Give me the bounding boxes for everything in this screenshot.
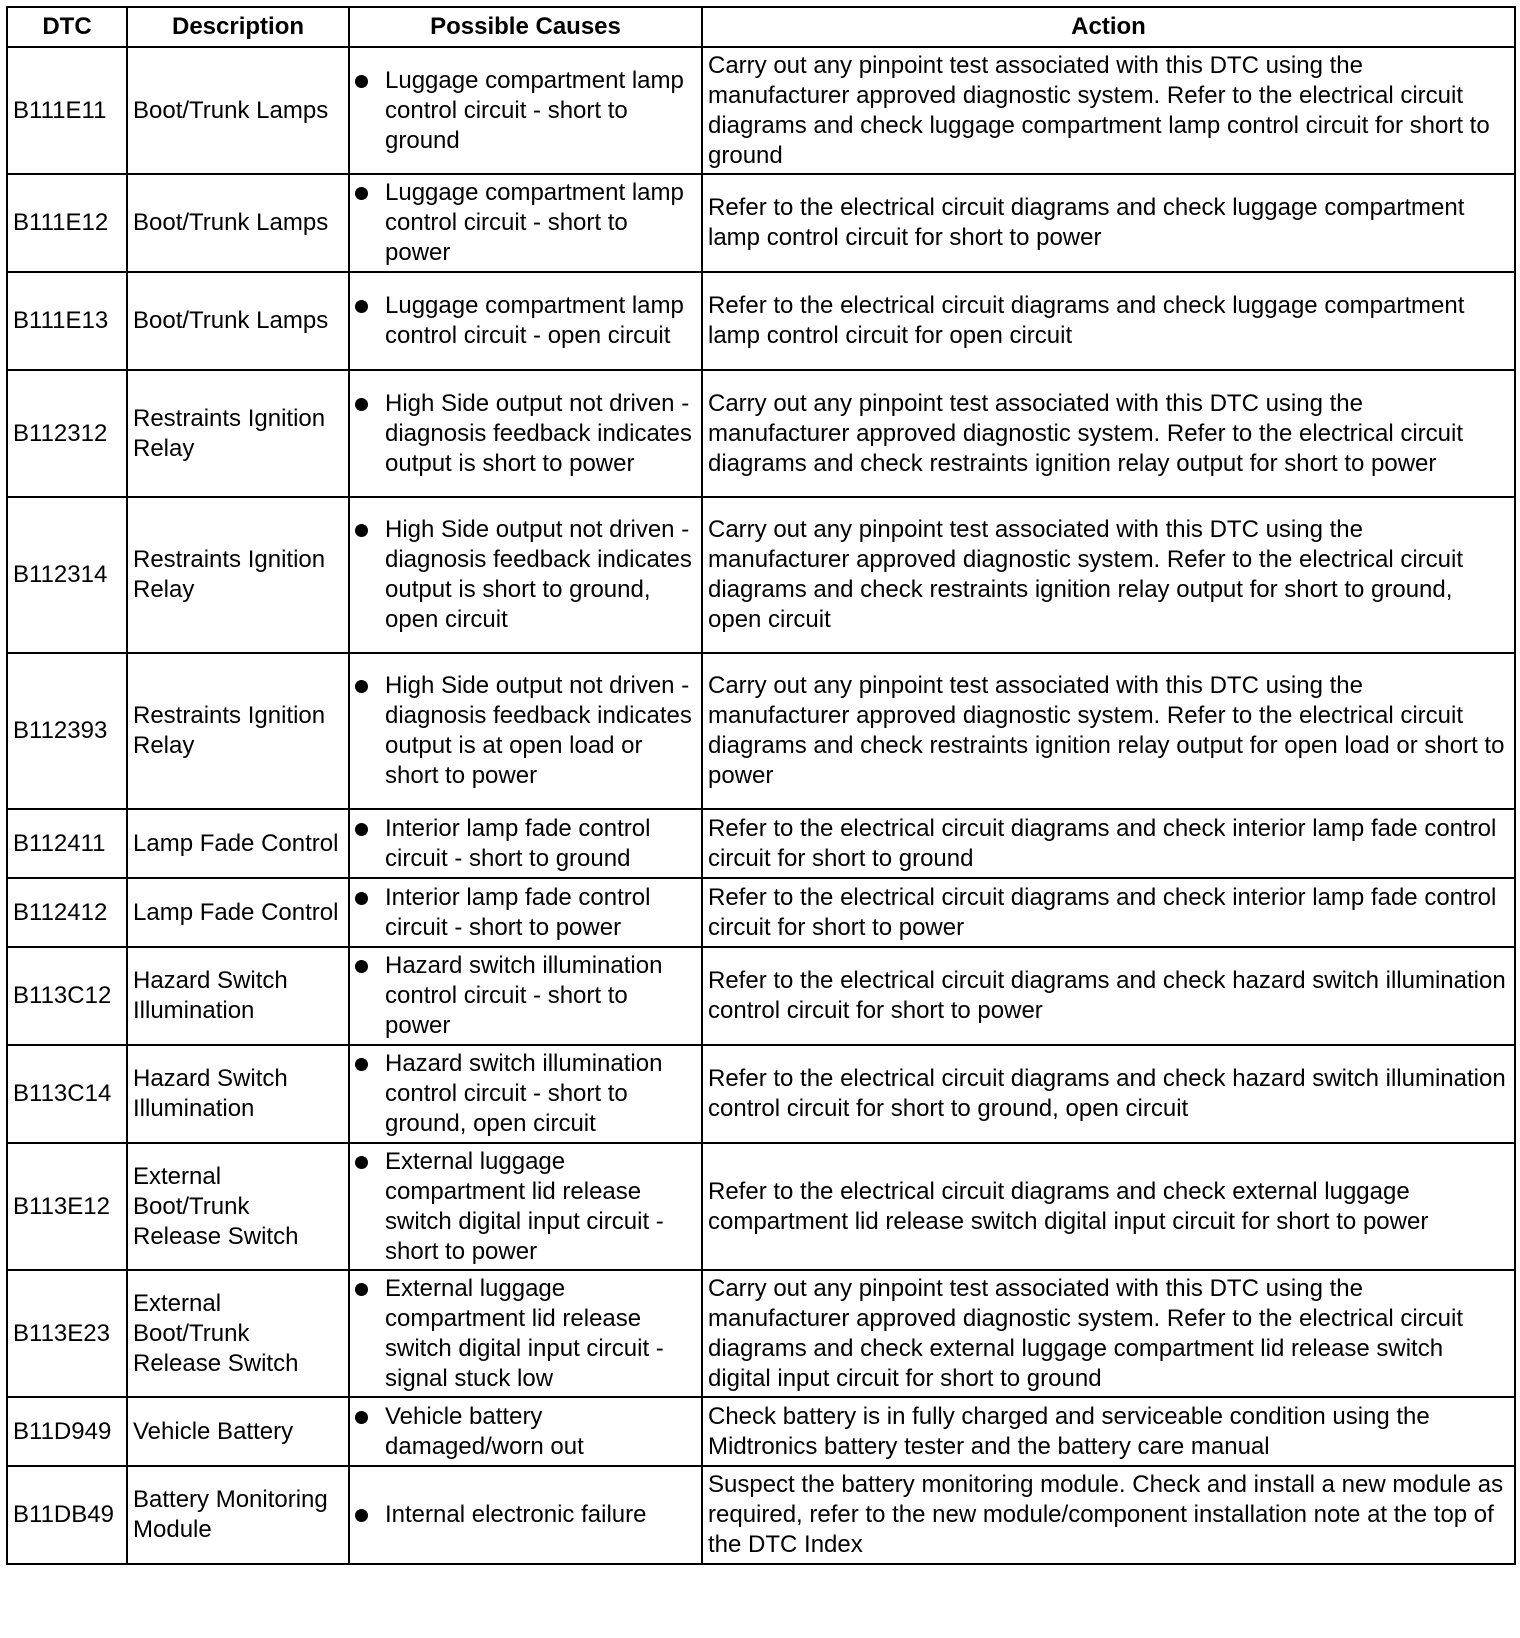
- bullet-icon: [355, 75, 368, 88]
- action-cell: Refer to the electrical circuit diagrams and check luggage compartment lamp control circuit for short to power: [702, 174, 1515, 272]
- dtc-code: B113C14: [7, 1045, 127, 1143]
- table-row: [7, 878, 1515, 947]
- table-row: [7, 947, 1515, 1045]
- bullet-icon: [355, 300, 368, 313]
- action-cell: Refer to the electrical circuit diagrams and check luggage compartment lamp control circuit for open circuit: [702, 272, 1515, 370]
- table-row: [7, 497, 1515, 653]
- cause-cell: [349, 653, 702, 809]
- cause-text: External luggage compartment lid release switch digital input circuit - signal stuck low: [385, 1274, 664, 1392]
- description-cell: Boot/Trunk Lamps: [127, 47, 349, 174]
- cause-text: High Side output not driven - diagnosis feedback indicates output is short to power: [385, 389, 692, 477]
- cause-text: Hazard switch illumination control circuit - short to power: [385, 952, 663, 1039]
- dtc-code: B112412: [7, 878, 127, 947]
- cause-text: Hazard switch illumination control circuit - short to ground, open circuit: [385, 1050, 663, 1137]
- cause-text: External luggage compartment lid release switch digital input circuit - short to power: [385, 1147, 664, 1265]
- cause-cell: [349, 1143, 702, 1270]
- table-row: [7, 47, 1515, 174]
- dtc-code: B113E23: [7, 1270, 127, 1397]
- bullet-icon: [355, 892, 368, 905]
- cause-cell: [349, 1397, 702, 1466]
- cause-text: High Side output not driven - diagnosis feedback indicates output is at open load or short to power: [385, 672, 692, 789]
- action-cell: Check battery is in fully charged and serviceable condition using the Midtronics battery tester and the battery care manual: [702, 1397, 1515, 1466]
- table-body: [7, 47, 1515, 1564]
- action-cell: Carry out any pinpoint test associated with this DTC using the manufacturer approved diagnostic system. Refer to the electrical circuit diagrams and check external luggage compartment lid release switch digital input circuit for short to ground: [702, 1270, 1515, 1397]
- description-cell: Hazard Switch Illumination: [127, 1045, 349, 1143]
- action-cell: Carry out any pinpoint test associated with this DTC using the manufacturer approved diagnostic system. Refer to the electrical circuit diagrams and check restraints ignition relay output for open load or short to power: [702, 653, 1515, 809]
- table-row: [7, 1143, 1515, 1270]
- bullet-icon: [355, 680, 368, 693]
- dtc-code: B111E12: [7, 174, 127, 272]
- bullet-icon: [355, 960, 368, 973]
- cause-text: Luggage compartment lamp control circuit - open circuit: [385, 292, 684, 349]
- cause-text: High Side output not driven - diagnosis feedback indicates output is short to ground, open circuit: [385, 516, 692, 633]
- table-row: [7, 370, 1515, 497]
- cause-cell: [349, 1045, 702, 1143]
- bullet-icon: [355, 1411, 368, 1424]
- action-cell: Refer to the electrical circuit diagrams and check hazard switch illumination control circuit for short to power: [702, 947, 1515, 1045]
- bullet-icon: [355, 1509, 368, 1522]
- cause-cell: [349, 809, 702, 878]
- table-row: [7, 1045, 1515, 1143]
- header-description: Description: [127, 7, 349, 47]
- action-cell: Refer to the electrical circuit diagrams and check interior lamp fade control circuit for short to power: [702, 878, 1515, 947]
- bullet-icon: [355, 524, 368, 537]
- description-cell: Hazard Switch Illumination: [127, 947, 349, 1045]
- header-possible-causes: Possible Causes: [349, 7, 702, 47]
- dtc-code: B113E12: [7, 1143, 127, 1270]
- dtc-code: B11DB49: [7, 1466, 127, 1564]
- bullet-icon: [355, 823, 368, 836]
- bullet-icon: [355, 1283, 368, 1296]
- dtc-table: [6, 6, 1516, 1565]
- cause-cell: [349, 497, 702, 653]
- description-cell: Boot/Trunk Lamps: [127, 174, 349, 272]
- action-cell: Carry out any pinpoint test associated with this DTC using the manufacturer approved diagnostic system. Refer to the electrical circuit diagrams and check restraints ignition relay output for short to ground, open circuit: [702, 497, 1515, 653]
- action-cell: Refer to the electrical circuit diagrams and check hazard switch illumination control circuit for short to ground, open circuit: [702, 1045, 1515, 1143]
- cause-cell: [349, 174, 702, 272]
- description-cell: Restraints Ignition Relay: [127, 370, 349, 497]
- description-cell: Boot/Trunk Lamps: [127, 272, 349, 370]
- cause-cell: [349, 1270, 702, 1397]
- table-row: [7, 272, 1515, 370]
- bullet-icon: [355, 1156, 368, 1169]
- description-cell: Lamp Fade Control: [127, 878, 349, 947]
- dtc-code: B11D949: [7, 1397, 127, 1466]
- dtc-code: B112314: [7, 497, 127, 653]
- cause-text: Internal electronic failure: [385, 1501, 647, 1528]
- action-cell: Refer to the electrical circuit diagrams and check interior lamp fade control circuit for short to ground: [702, 809, 1515, 878]
- cause-cell: [349, 272, 702, 370]
- document-page: [6, 6, 1514, 1565]
- action-cell: Refer to the electrical circuit diagrams and check external luggage compartment lid release switch digital input circuit for short to power: [702, 1143, 1515, 1270]
- cause-text: Interior lamp fade control circuit - short to power: [385, 883, 651, 941]
- cause-cell: [349, 47, 702, 174]
- cause-cell: [349, 878, 702, 947]
- table-row: [7, 809, 1515, 878]
- cause-text: Luggage compartment lamp control circuit - short to power: [385, 179, 684, 266]
- table-row: [7, 1466, 1515, 1564]
- bullet-icon: [355, 187, 368, 200]
- header-action: Action: [702, 7, 1515, 47]
- description-cell: Vehicle Battery: [127, 1397, 349, 1466]
- cause-text: Vehicle battery damaged/worn out: [385, 1402, 584, 1460]
- description-cell: Restraints Ignition Relay: [127, 497, 349, 653]
- dtc-code: B113C12: [7, 947, 127, 1045]
- cause-cell: [349, 1466, 702, 1564]
- action-cell: Carry out any pinpoint test associated with this DTC using the manufacturer approved diagnostic system. Refer to the electrical circuit diagrams and check restraints ignition relay output for short to power: [702, 370, 1515, 497]
- table-row: [7, 174, 1515, 272]
- description-cell: External Boot/Trunk Release Switch: [127, 1270, 349, 1397]
- cause-cell: [349, 947, 702, 1045]
- cause-cell: [349, 370, 702, 497]
- header-dtc: DTC: [7, 7, 127, 47]
- bullet-icon: [355, 1058, 368, 1071]
- dtc-code: B111E13: [7, 272, 127, 370]
- bullet-icon: [355, 398, 368, 411]
- dtc-code: B111E11: [7, 47, 127, 174]
- cause-text: Interior lamp fade control circuit - short to ground: [385, 814, 651, 872]
- cause-text: Luggage compartment lamp control circuit - short to ground: [385, 66, 684, 154]
- dtc-code: B112393: [7, 653, 127, 809]
- description-cell: Lamp Fade Control: [127, 809, 349, 878]
- dtc-code: B112312: [7, 370, 127, 497]
- action-cell: Carry out any pinpoint test associated with this DTC using the manufacturer approved diagnostic system. Refer to the electrical circuit diagrams and check luggage compartment lamp control circuit for short to ground: [702, 47, 1515, 174]
- table-row: [7, 1397, 1515, 1466]
- dtc-code: B112411: [7, 809, 127, 878]
- table-row: [7, 653, 1515, 809]
- action-cell: Suspect the battery monitoring module. Check and install a new module as required, refer to the new module/component installation note at the top of the DTC Index: [702, 1466, 1515, 1564]
- description-cell: External Boot/Trunk Release Switch: [127, 1143, 349, 1270]
- description-cell: Battery Monitoring Module: [127, 1466, 349, 1564]
- description-cell: Restraints Ignition Relay: [127, 653, 349, 809]
- header-row: [7, 7, 1515, 47]
- table-row: [7, 1270, 1515, 1397]
